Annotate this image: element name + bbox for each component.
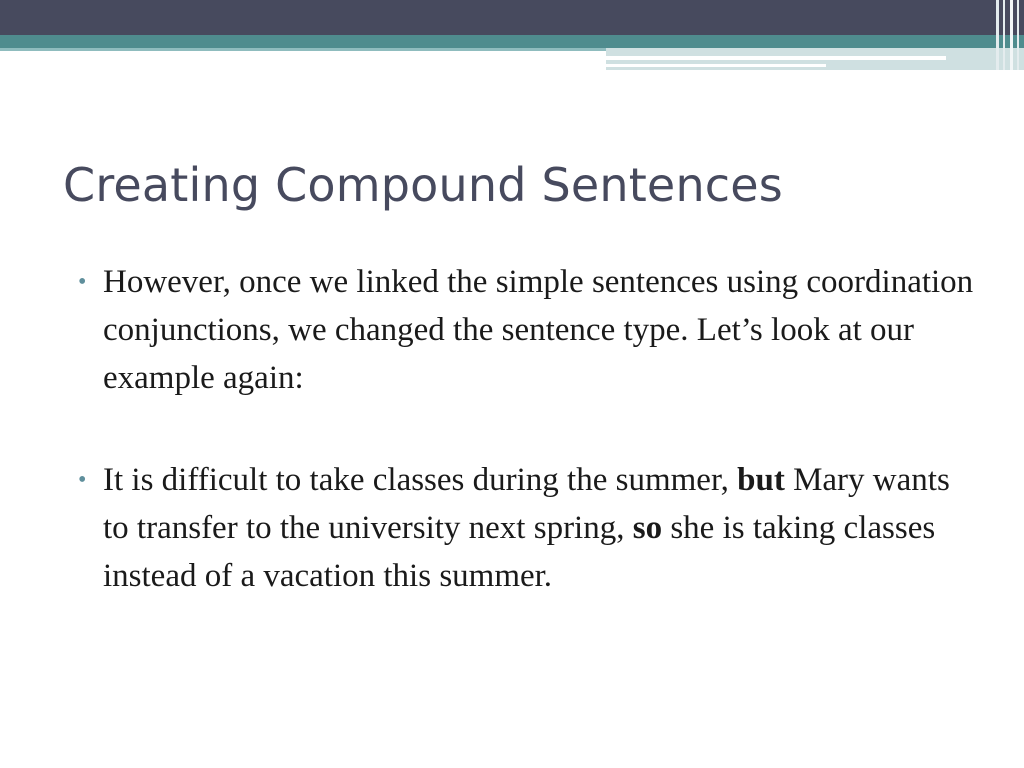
- bullet-text-segment: Mary wants to transfer to the university next spring,: [103, 462, 950, 546]
- bullet-text-segment: It is difficult to take classes during the summer,: [103, 462, 738, 498]
- header-stripe: [1017, 0, 1019, 70]
- header-band-teal: [0, 35, 1024, 48]
- bullet-item: [78, 456, 978, 600]
- bullet-icon: •: [78, 269, 87, 295]
- header-tab-line: [606, 56, 946, 60]
- header-tab-line: [606, 64, 826, 67]
- header-stripe: [996, 0, 999, 70]
- slide-body: [78, 258, 978, 600]
- conjunction-but: but: [737, 462, 785, 498]
- bullet-item: [78, 258, 978, 402]
- header-band-dark: [0, 0, 1024, 35]
- header-stripe: [1010, 0, 1013, 70]
- header-stripe: [1003, 0, 1005, 70]
- conjunction-so: so: [632, 510, 663, 546]
- bullet-text: However, once we linked the simple sentences using coordination conjunctions, we changed the sentence type. Let’s look at our example again:: [103, 264, 974, 396]
- slide-title: Creating Compound Sentences: [63, 158, 783, 212]
- bullet-icon: •: [78, 467, 87, 493]
- bullet-text-segment: she is taking classes instead of a vacation this summer.: [103, 510, 936, 594]
